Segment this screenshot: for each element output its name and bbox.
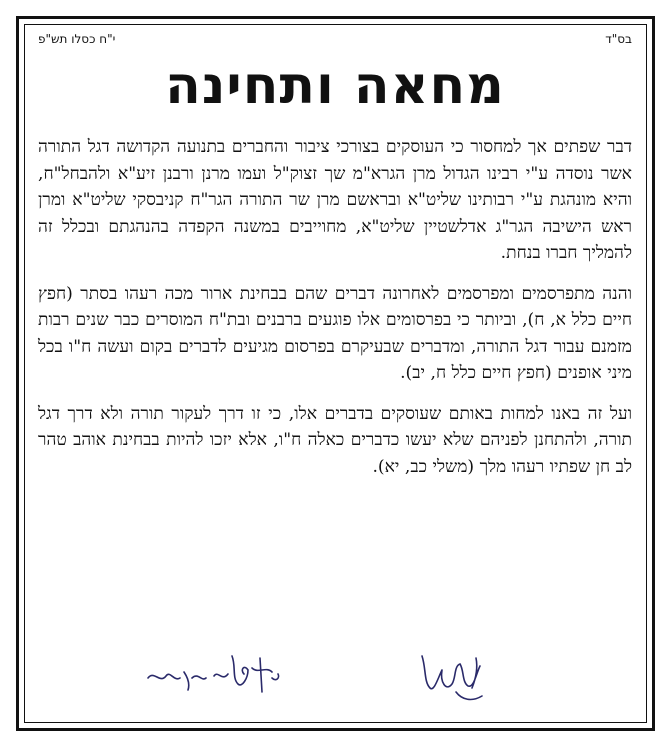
date-label: י"ח כסלו תש"פ: [38, 32, 116, 46]
paragraph-1: דבר שפתים אך למחסור כי העוסקים בצורכי ציבור והחברים בתנועה הקדושה דגל התורה אשר נוסדה ע"י רבינו הגדול מרן הגרא"מ שך זצוק"ל ועמו מרנן ורבנן זיע"א ולהבחל"ח, והיא מונהגת ע"י רבותינו שליט"א ובראשם מרן שר התורה הגר"ח קניבסקי שליט"א ומרן ראש הישיבה הגר"ג אדלשטיין שליט"א, מחוייבים במשנה הקפדה בהנהגתם ובכלל זה להמליך חברו בנחת.: [38, 137, 632, 263]
signature-right: [416, 648, 496, 712]
page-title: מחאה ותחינה: [165, 56, 505, 116]
bsd-label: בס"ד: [605, 32, 632, 46]
document-content: [34, 30, 636, 720]
signature-left: [144, 648, 284, 698]
paragraph-2: והנה מתפרסמים ומפרסמים לאחרונה דברים שהם בבחינת ארור מכה רעהו בסתר (חפץ חיים כלל א, ח), וביותר כי בפרסומים אלו פוגעים ברבנים ובת"ח המוסרים כבר שנים רבות מזמנם עבור דגל התורה, ומדברים שבעיקרם בפרסום מגיעים לדברים בקום ועשה ח"ו בכל מיני אופנים (חפץ חיים כלל ח, יב).: [38, 283, 632, 383]
signatures: [34, 648, 636, 718]
header-row: [34, 30, 636, 50]
paragraph-3: ועל זה באנו למחות באותם שעוסקים בדברים אלו, כי זו דרך לעקור תורה ולא דרך דגל תורה, ולהתחנן לפניהם שלא יעשו כדברים כאלה ח"ו, אלא יזכו להיות בבחינת אוהב טהר לב חן שפתיו רעהו מלך (משלי כב, יא).: [38, 403, 632, 477]
